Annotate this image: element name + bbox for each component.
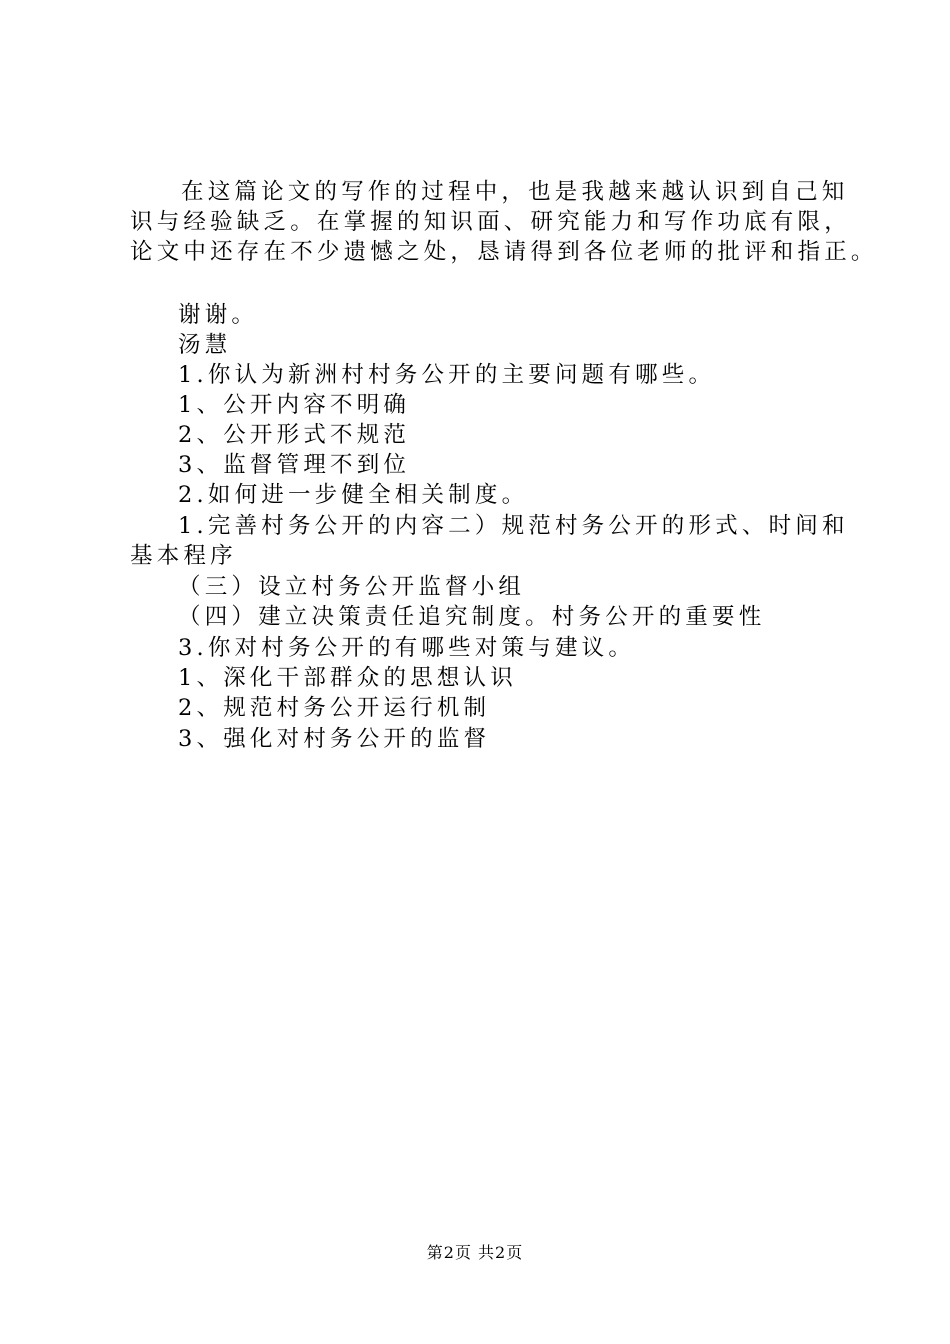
paragraph-line: 识与经验缺乏。在掌握的知识面、研究能力和写作功底有限， bbox=[130, 209, 851, 235]
list-item: 1.完善村务公开的内容二）规范村务公开的形式、时间和 bbox=[178, 513, 849, 539]
list-item: 1、深化干部群众的思想认识 bbox=[178, 665, 517, 691]
list-item: （四）建立决策责任追究制度。村务公开的重要性 bbox=[178, 604, 766, 630]
list-item: 2、公开形式不规范 bbox=[178, 422, 411, 448]
question-heading: 2.如何进一步健全相关制度。 bbox=[178, 482, 529, 508]
author-name: 汤慧 bbox=[178, 332, 232, 358]
list-item: 2、规范村务公开运行机制 bbox=[178, 695, 491, 721]
list-item: 3、强化对村务公开的监督 bbox=[178, 726, 491, 752]
list-item: 3、监督管理不到位 bbox=[178, 452, 411, 478]
question-heading: 3.你对村务公开的有哪些对策与建议。 bbox=[178, 635, 636, 661]
list-item-continuation: 基本程序 bbox=[130, 543, 237, 569]
thanks-text: 谢谢。 bbox=[178, 302, 259, 328]
paragraph-line: 论文中还存在不少遗憾之处，恳请得到各位老师的批评和指正。 bbox=[130, 239, 878, 265]
list-item: （三）设立村务公开监督小组 bbox=[178, 574, 526, 600]
paragraph-line: 在这篇论文的写作的过程中，也是我越来越认识到自己知 bbox=[181, 179, 849, 205]
list-item: 1、公开内容不明确 bbox=[178, 392, 411, 418]
page-footer: 第2页 共2页 bbox=[426, 1243, 524, 1262]
question-heading: 1.你认为新洲村村务公开的主要问题有哪些。 bbox=[178, 362, 716, 388]
